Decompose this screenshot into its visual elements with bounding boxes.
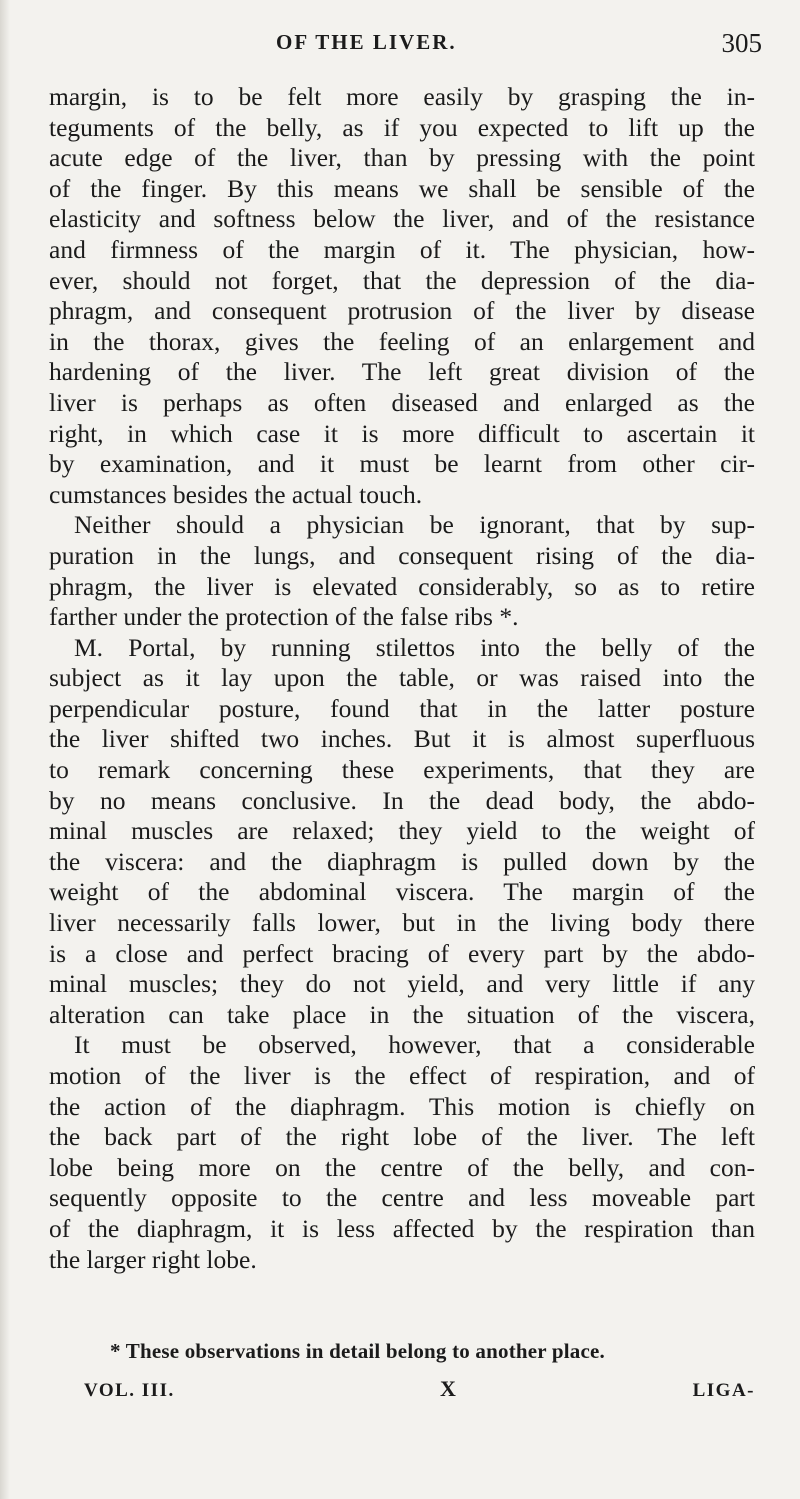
text-line: minal muscles are relaxed; they yield to the weight of: [49, 816, 755, 846]
text-line: liver is perhaps as often diseased and enlarged as the: [49, 387, 755, 417]
page-edge-shadow: [0, 0, 10, 1499]
text-line: of the finger. By this means we shall be sensible of the: [49, 173, 755, 203]
footnote: * These observations in detail belong to another place.: [110, 1339, 605, 1363]
text-line: acute edge of the liver, than by pressing with the point: [49, 143, 755, 173]
page-header: [0, 28, 800, 68]
volume-signature: VOL. III.: [84, 1380, 175, 1401]
text-line: phragm, and consequent protrusion of the liver by disease: [49, 296, 755, 326]
catchword: LIGA-: [692, 1380, 755, 1401]
text-line: by no means conclusive. In the dead body, the abdo-: [49, 785, 755, 815]
text-line: of the diaphragm, it is less affected by the respiration than: [49, 1213, 755, 1243]
text-line: farther under the protection of the false ribs *.: [49, 602, 519, 632]
text-line: the back part of the right lobe of the liver. The left: [49, 1122, 755, 1152]
text-line: and firmness of the margin of it. The physician, how-: [49, 234, 755, 264]
text-line: cumstances besides the actual touch.: [49, 479, 423, 509]
text-line: hardening of the liver. The left great division of the: [49, 357, 755, 387]
text-line: Neither should a physician be ignorant, that by sup-: [74, 510, 755, 540]
text-line: M. Portal, by running stilettos into the belly of the: [74, 632, 755, 662]
text-line: right, in which case it is more difficult to ascertain it: [49, 418, 755, 448]
text-line: sequently opposite to the centre and less moveable part: [49, 1183, 755, 1213]
text-line: the liver shifted two inches. But it is almost superfluous: [49, 724, 755, 754]
signature-mark: X: [440, 1376, 456, 1401]
text-line: the larger right lobe.: [49, 1244, 257, 1274]
text-line: phragm, the liver is elevated considerably, so as to retire: [49, 571, 755, 601]
text-line: in the thorax, gives the feeling of an enlargement and: [49, 326, 755, 356]
text-line: alteration can take place in the situation of the viscera,: [49, 999, 755, 1029]
text-line: motion of the liver is the effect of respiration, and of: [49, 1061, 755, 1090]
text-line: the action of the diaphragm. This motion is chiefly on: [49, 1091, 755, 1121]
text-line: minal muscles; they do not yield, and very little if any: [49, 969, 755, 999]
text-line: puration in the lungs, and consequent rising of the dia-: [49, 540, 755, 570]
text-line: by examination, and it must be learnt from other cir-: [49, 449, 755, 479]
text-line: perpendicular posture, found that in the latter posture: [49, 693, 755, 723]
text-line: ever, should not forget, that the depression of the dia-: [49, 265, 755, 295]
text-line: the viscera: and the diaphragm is pulled down by the: [49, 846, 755, 876]
text-line: subject as it lay upon the table, or was raised into the: [49, 663, 755, 693]
text-line: to remark concerning these experiments, that they are: [49, 755, 755, 785]
text-line: margin, is to be felt more easily by grasping the in-: [49, 82, 755, 111]
page-footer: [0, 1374, 800, 1414]
text-line: teguments of the belly, as if you expected to lift up the: [49, 112, 755, 142]
text-line: liver necessarily falls lower, but in the living body there: [49, 908, 755, 938]
text-line: lobe being more on the centre of the belly, and con-: [49, 1152, 755, 1182]
text-line: is a close and perfect bracing of every part by the abdo-: [49, 938, 755, 968]
page-number: 305: [721, 28, 762, 58]
text-line: weight of the abdominal viscera. The margin of the: [49, 877, 755, 907]
text-line: elasticity and softness below the liver, and of the resistance: [49, 204, 755, 234]
running-head: OF THE LIVER.: [276, 30, 457, 54]
text-line: It must be observed, however, that a considerable: [74, 1030, 755, 1060]
body-text: [49, 82, 755, 1275]
